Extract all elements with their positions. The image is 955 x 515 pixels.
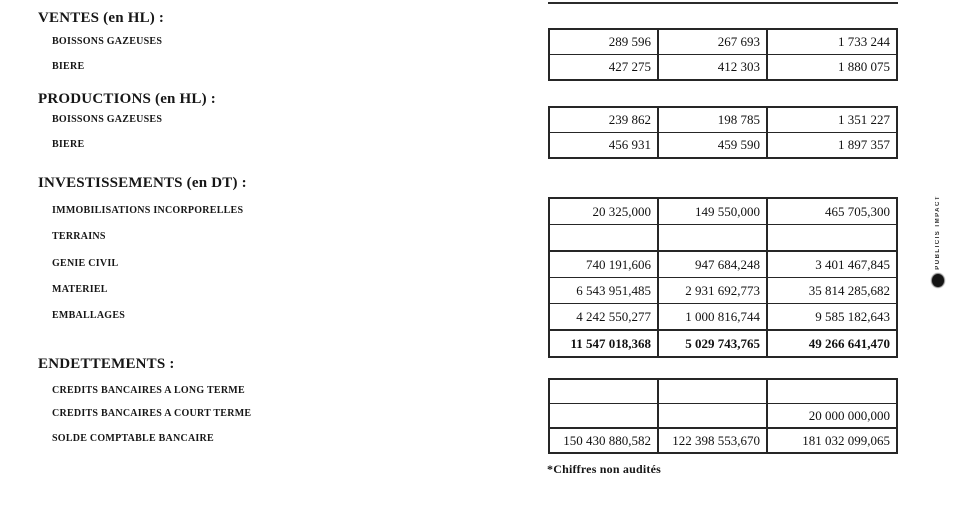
cell: 9 585 182,643 [815,309,890,324]
section-heading-endettements: ENDETTEMENTS : [38,356,175,372]
table-row [550,403,896,427]
table-row [550,303,896,329]
cell: 3 401 467,845 [815,257,890,272]
cell [550,380,659,403]
section-heading-productions: PRODUCTIONS (en HL) : [38,91,216,107]
cell: 456 931 [550,133,659,157]
table-row [550,250,896,277]
cell [768,225,896,250]
cell: 35 814 285,682 [808,283,890,298]
table-row [550,199,896,224]
cell: 4 242 550,277 [550,304,659,329]
cell [659,404,768,427]
cell: 2 931 692,773 [659,278,768,303]
table-row [550,132,896,157]
publicis-logo-icon [932,274,944,287]
cell: 20 000 000,000 [808,408,890,423]
investissements-table [548,197,898,358]
row-label-solde-comptable: SOLDE COMPTABLE BANCAIRE [52,433,214,444]
section-heading-ventes: VENTES (en HL) : [38,10,165,26]
cell: 149 550,000 [659,199,768,224]
cell: 1 880 075 [838,59,890,74]
cell: 11 547 018,368 [550,331,659,356]
cell [659,225,768,250]
row-label-credits-long-terme: CREDITS BANCAIRES A LONG TERME [52,385,245,396]
cell: 1 000 816,744 [659,304,768,329]
row-label-materiel: MATERIEL [52,284,108,295]
productions-table [548,106,898,159]
row-label-credits-court-terme: CREDITS BANCAIRES A COURT TERME [52,408,252,419]
cell: 1 351 227 [838,112,890,127]
table-row-total [550,329,896,356]
cell: 267 693 [659,30,768,54]
cell: 49 266 641,470 [808,336,890,351]
table-row [550,380,896,403]
cell: 459 590 [659,133,768,157]
row-label-genie-civil: GENIE CIVIL [52,258,119,269]
cell: 198 785 [659,108,768,132]
ventes-table [548,28,898,81]
cell: 239 862 [550,108,659,132]
cell: 427 275 [550,55,659,79]
row-label-prod-biere: BIERE [52,139,85,150]
row-label-ventes-biere: BIERE [52,61,85,72]
cell: 150 430 880,582 [550,429,659,452]
watermark-text: PUBLICIS IMPACT [935,194,941,270]
cell: 412 303 [659,55,768,79]
row-label-prod-boissons: BOISSONS GAZEUSES [52,114,163,125]
cell: 740 191,606 [550,252,659,277]
table-row [550,30,896,54]
table-row [550,224,896,250]
cell [659,380,768,403]
table-row [550,108,896,132]
table-row [550,427,896,452]
cell: 181 032 099,065 [802,433,890,448]
cell: 6 543 951,485 [550,278,659,303]
footnote-unaudited: *Chiffres non audités [547,462,661,476]
endettements-table [548,378,898,454]
cell: 5 029 743,765 [659,331,768,356]
row-label-emballages: EMBALLAGES [52,310,126,321]
cell: 289 596 [550,30,659,54]
section-heading-investissements: INVESTISSEMENTS (en DT) : [38,175,247,191]
cutoff-table-bottom-border [548,2,898,4]
cell: 465 705,300 [825,204,890,219]
cell [550,225,659,250]
row-label-ventes-boissons: BOISSONS GAZEUSES [52,36,163,47]
cell: 1 733 244 [838,34,890,49]
cell [550,404,659,427]
cell: 122 398 553,670 [659,429,768,452]
cell: 20 325,000 [550,199,659,224]
cell [768,380,896,403]
cell: 947 684,248 [659,252,768,277]
table-row [550,54,896,79]
row-label-terrains: TERRAINS [52,231,106,242]
publicis-impact-watermark [931,192,945,272]
table-row [550,277,896,303]
cell: 1 897 357 [838,137,890,152]
row-label-immobilisations: IMMOBILISATIONS INCORPORELLES [52,205,244,216]
